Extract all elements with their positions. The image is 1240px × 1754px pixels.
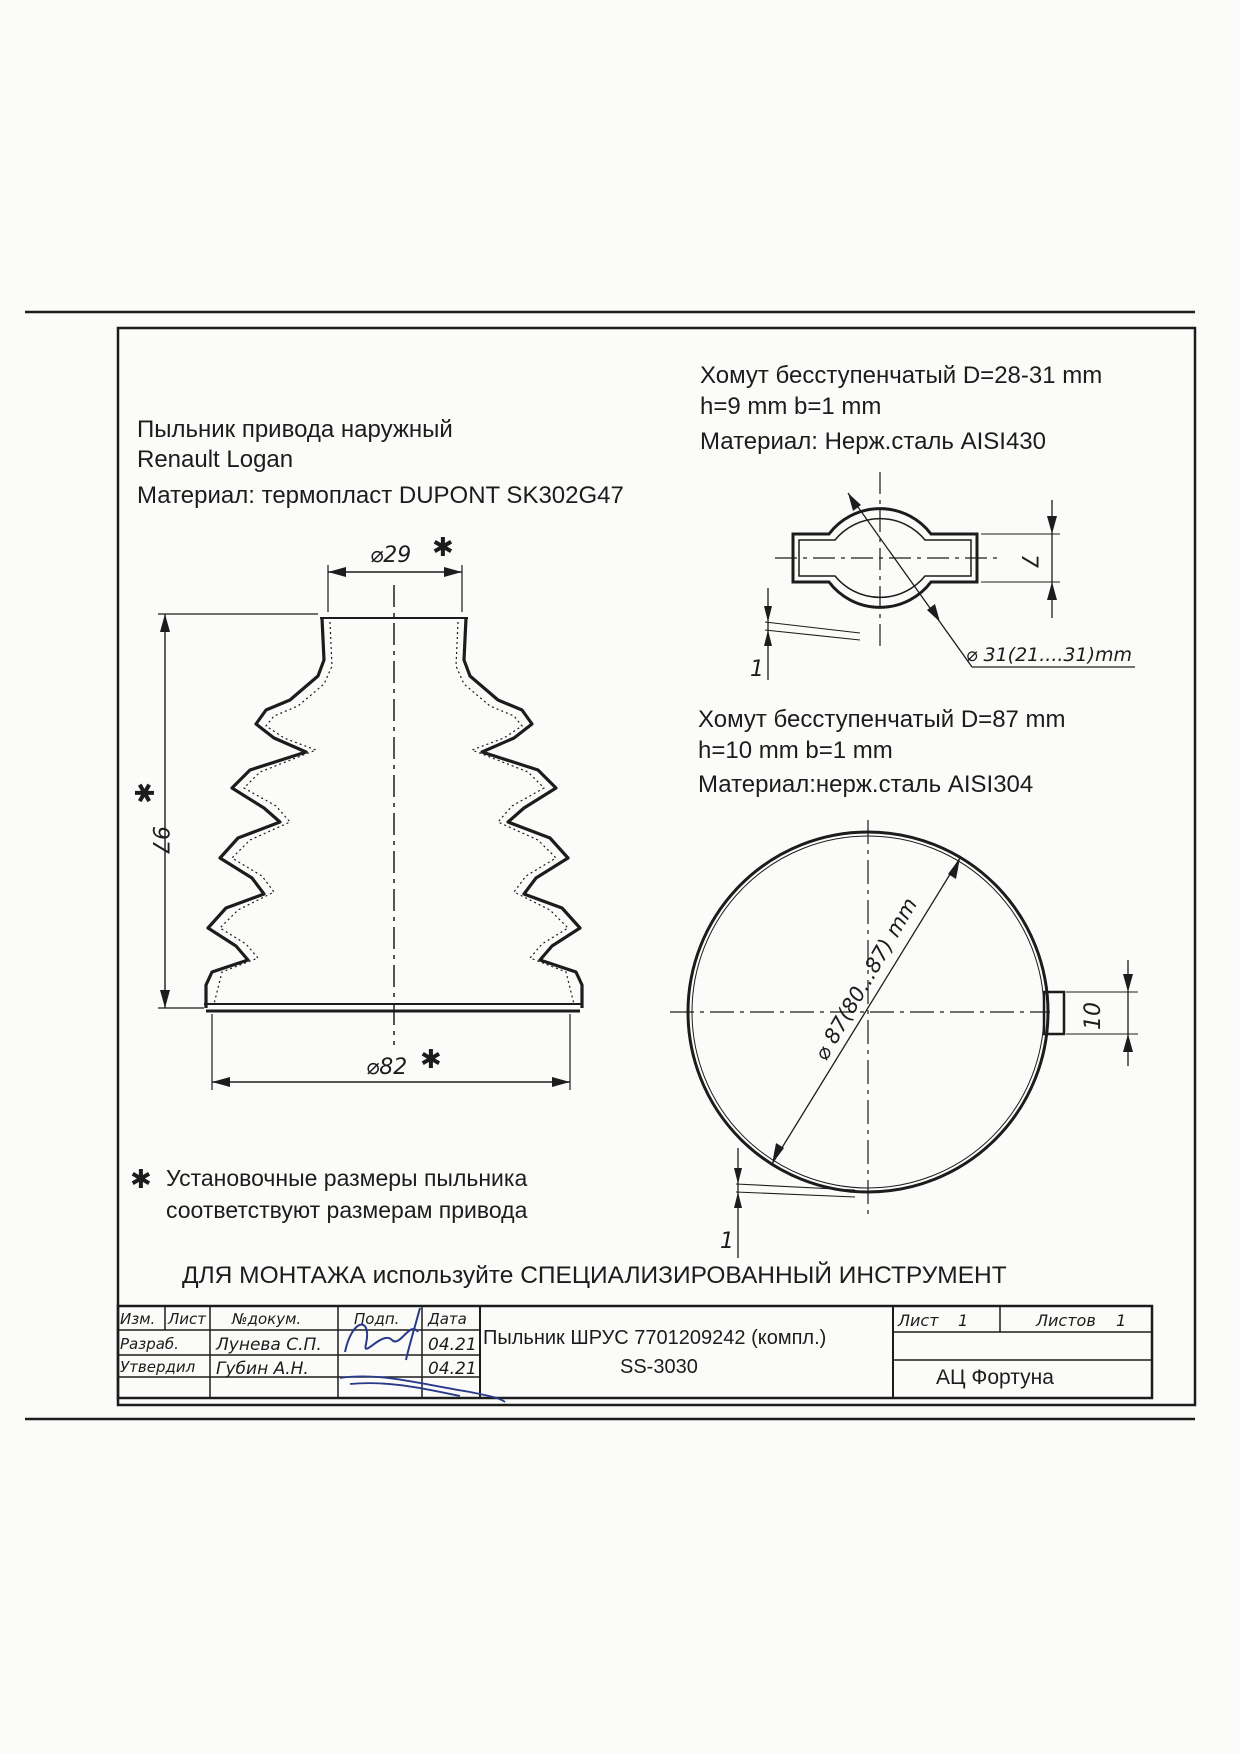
clamp-small-diameter-label: ⌀ 31(21....31)mm bbox=[966, 644, 1133, 666]
header-signature: Подп. bbox=[354, 1310, 400, 1328]
clamp-small-thickness-label: 1 bbox=[750, 657, 764, 682]
clamp-small-size: h=9 mm b=1 mm bbox=[700, 393, 882, 420]
installation-note bbox=[130, 1164, 528, 1223]
dimension-top-diameter bbox=[328, 532, 462, 612]
install-mark: ✱ bbox=[129, 782, 159, 804]
product-name: Пыльник ШРУС 7701209242 (компл.) bbox=[483, 1327, 827, 1349]
clamp-large-title: Хомут бесступенчатый D=87 mm bbox=[698, 706, 1066, 733]
approver-role: Утвердил bbox=[120, 1358, 196, 1376]
sheets-label: Листов bbox=[1036, 1311, 1096, 1330]
sheet-value: 1 bbox=[958, 1311, 969, 1330]
dim-top-diameter-label: ⌀29 bbox=[370, 543, 412, 568]
developer-date: 04.21 bbox=[428, 1335, 477, 1355]
note-mark: ✱ bbox=[130, 1164, 152, 1194]
header-document: №докум. bbox=[232, 1310, 302, 1328]
clamp-large-size: h=10 mm b=1 mm bbox=[698, 737, 893, 764]
boot-model: Renault Logan bbox=[137, 446, 294, 473]
product-code: SS-3030 bbox=[620, 1356, 698, 1378]
drawing-frame bbox=[25, 312, 1195, 1419]
header-change: Изм. bbox=[120, 1310, 156, 1328]
boot-material: Материал: термопласт DUPONT SK302G47 bbox=[137, 482, 624, 509]
sheet-label: Лист bbox=[898, 1311, 939, 1330]
header-date: Дата bbox=[428, 1310, 467, 1328]
boot-title: Пыльник привода наружный bbox=[137, 416, 453, 443]
clamp-large-diameter-label: ⌀ 87(80...87) mm bbox=[809, 893, 923, 1065]
organization-name: АЦ Фортуна bbox=[936, 1366, 1054, 1389]
dim-height-label: 97 bbox=[147, 826, 172, 854]
header-sheet: Лист bbox=[168, 1310, 207, 1328]
dim-bottom-diameter-label: ⌀82 bbox=[366, 1055, 408, 1080]
developer-role: Разраб. bbox=[120, 1335, 179, 1353]
clamp-large-material: Материал:нерж.сталь AISI304 bbox=[698, 771, 1034, 798]
clamp-large-height-label: 10 bbox=[1081, 1002, 1106, 1030]
clamp-small-drawing bbox=[750, 472, 1135, 682]
clamp-small-title: Хомут бесступенчатый D=28-31 mm bbox=[700, 362, 1103, 389]
approver-name: Губин А.Н. bbox=[216, 1359, 309, 1379]
approver-date: 04.21 bbox=[428, 1359, 477, 1379]
sheets-value: 1 bbox=[1116, 1311, 1127, 1330]
clamp-small-material: Материал: Нерж.сталь AISI430 bbox=[700, 428, 1046, 455]
boot-drawing bbox=[204, 585, 582, 1045]
clamp-large-thickness-label: 1 bbox=[720, 1229, 734, 1254]
clamp-large-drawing bbox=[670, 820, 1138, 1258]
install-mark: ✱ bbox=[432, 532, 454, 562]
dimension-height bbox=[129, 614, 318, 1008]
title-block bbox=[118, 1306, 1152, 1402]
dimension-bottom-diameter bbox=[212, 1014, 570, 1090]
install-mark: ✱ bbox=[420, 1044, 442, 1074]
developer-name: Лунева С.П. bbox=[216, 1335, 322, 1355]
mounting-note: ДЛЯ МОНТАЖА используйте СПЕЦИАЛИЗИРОВАННЫЙ ИНСТРУМЕНТ bbox=[182, 1262, 1007, 1289]
clamp-small-height-label: 7 bbox=[1016, 554, 1041, 568]
note-line-1: Установочные размеры пыльника bbox=[166, 1165, 528, 1191]
note-line-2: соответствуют размерам привода bbox=[166, 1197, 528, 1223]
